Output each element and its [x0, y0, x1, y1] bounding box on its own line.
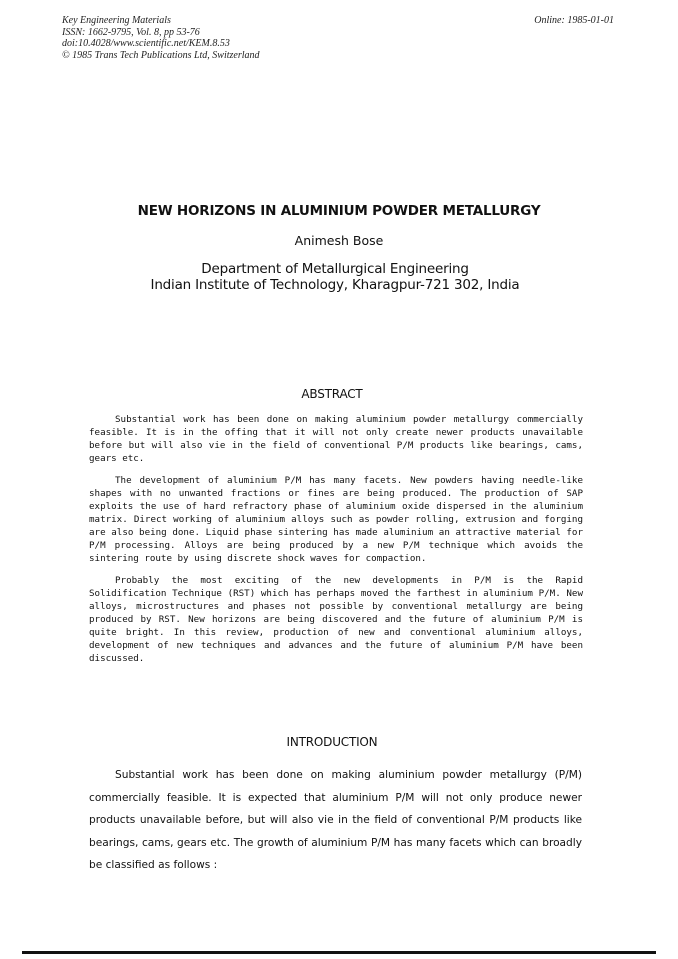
footer-rule — [22, 951, 656, 954]
author-name: Animesh Bose — [294, 233, 384, 248]
affiliation-department: Department of Metallurgical Engineering — [201, 261, 469, 277]
abstract-heading: ABSTRACT — [301, 387, 363, 401]
journal-header — [62, 15, 260, 61]
introduction-paragraph: Substantial work has been done on making aluminium powder metallurgy (P/M) commercially feasible. It is expected that aluminium P/M will not only produce newer products unavailable before, but will also vie in the field of conventional P/M products like bearings, cams, gears etc. The growth of aluminium P/M has many facets which can broadly be classified as follows : — [89, 769, 582, 871]
copyright-line: © 1985 Trans Tech Publications Ltd, Switzerland — [62, 49, 260, 61]
doi-line[interactable]: doi:10.4028/www.scientific.net/KEM.8.53 — [62, 38, 230, 49]
introduction-body — [89, 764, 582, 877]
abstract-paragraph: The development of aluminium P/M has many facets. New powders having needle-like shapes with no unwanted fractions or fines are being produced. The production of SAP exploits the use of hard refractory phase of aluminium oxide dispersed in the aluminium matrix. Direct working of aluminium alloys such as powder rolling, extrusion and forging are also being done. Liquid phase sintering has made aluminium an attractive material for P/M processing. Alloys are being produced by a new P/M technique which avoids the sintering route by using discrete shock waves for compaction. — [89, 475, 583, 564]
journal-name: Key Engineering Materials — [62, 15, 171, 26]
abstract-paragraph: Probably the most exciting of the new developments in P/M is the Rapid Solidification Technique (RST) which has perhaps moved the farthest in aluminium P/M. New alloys, microstructures and phases not possible by conventional metallurgy are being produced by RST. New horizons are being discovered and the future of aluminium P/M is quite bright. In this review, production of new and conventional aluminium alloys, development of new techniques and advances and the future of aluminium P/M have been discussed. — [89, 575, 583, 664]
abstract-body — [89, 413, 583, 674]
online-date: Online: 1985-01-01 — [534, 15, 614, 26]
abstract-paragraph: Substantial work has been done on making aluminium powder metallurgy commercially feasible. It is in the offing that it will not only create newer products unavailable before but will also vie in the field of conventional P/M products like bearings, cams, gears etc. — [89, 414, 583, 464]
affiliation-institute: Indian Institute of Technology, Kharagpur-721 302, India — [150, 277, 520, 293]
issn-line: ISSN: 1662-9795, Vol. 8, pp 53-76 — [62, 26, 200, 38]
paper-title: NEW HORIZONS IN ALUMINIUM POWDER METALLURGY — [137, 203, 541, 219]
introduction-heading: INTRODUCTION — [286, 735, 378, 749]
